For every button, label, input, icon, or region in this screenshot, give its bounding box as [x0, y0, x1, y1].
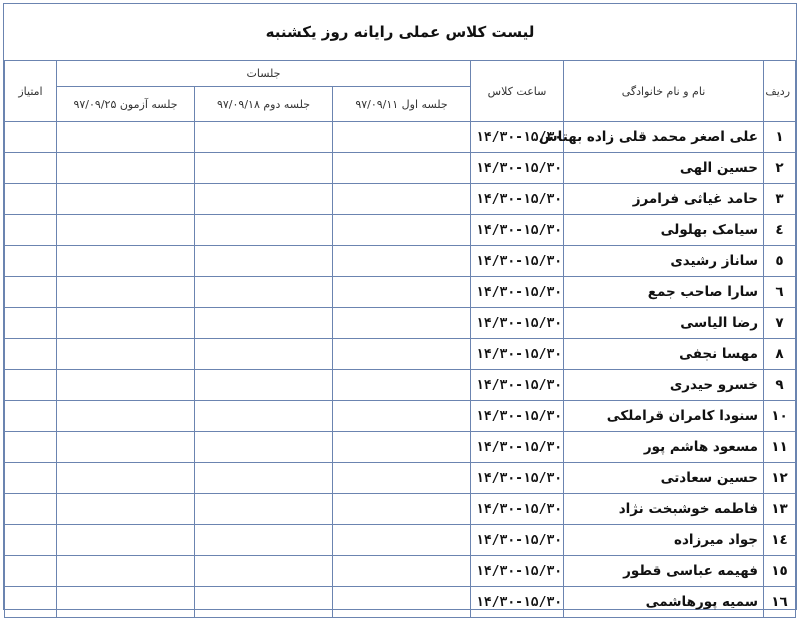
exam-session-cell[interactable]	[57, 246, 195, 277]
table-row	[5, 587, 796, 618]
row-number-cell: ۲	[764, 153, 796, 184]
session-1-cell[interactable]	[333, 401, 471, 432]
table-body	[5, 122, 796, 618]
session-1-cell[interactable]	[333, 556, 471, 587]
session-2-cell[interactable]	[195, 122, 333, 153]
table-row	[5, 463, 796, 494]
exam-session-cell[interactable]	[57, 184, 195, 215]
header-sessions: جلسات	[57, 61, 471, 87]
score-cell[interactable]	[5, 556, 57, 587]
student-name-cell: مهسا نجفی	[564, 339, 764, 370]
class-time-cell: ۱۴/۳۰-۱۵/۳۰	[471, 308, 564, 339]
row-number-cell: ۱۰	[764, 401, 796, 432]
session-1-cell[interactable]	[333, 153, 471, 184]
session-2-cell[interactable]	[195, 308, 333, 339]
student-name-cell: ساناز رشیدی	[564, 246, 764, 277]
table-row	[5, 556, 796, 587]
class-time-cell: ۱۴/۳۰-۱۵/۳۰	[471, 401, 564, 432]
row-number-cell: ٦	[764, 277, 796, 308]
class-time-cell: ۱۴/۳۰-۱۵/۳۰	[471, 215, 564, 246]
header-row-number: ردیف	[764, 61, 796, 122]
exam-session-cell[interactable]	[57, 587, 195, 618]
class-time-cell: ۱۴/۳۰-۱۵/۳۰	[471, 277, 564, 308]
class-time-cell: ۱۴/۳۰-۱۵/۳۰	[471, 463, 564, 494]
table-row	[5, 432, 796, 463]
student-name-cell: فهیمه عباسی قطور	[564, 556, 764, 587]
class-time-cell: ۱۴/۳۰-۱۵/۳۰	[471, 432, 564, 463]
row-number-cell: ۱٥	[764, 556, 796, 587]
session-1-cell[interactable]	[333, 432, 471, 463]
exam-session-cell[interactable]	[57, 401, 195, 432]
table-row	[5, 215, 796, 246]
score-cell[interactable]	[5, 370, 57, 401]
student-name-cell: سارا صاحب جمع	[564, 277, 764, 308]
table-row	[5, 494, 796, 525]
score-cell[interactable]	[5, 401, 57, 432]
exam-session-cell[interactable]	[57, 370, 195, 401]
class-time-cell: ۱۴/۳۰-۱۵/۳۰	[471, 370, 564, 401]
table-row	[5, 246, 796, 277]
exam-session-cell[interactable]	[57, 463, 195, 494]
table-row	[5, 184, 796, 215]
class-time-cell: ۱۴/۳۰-۱۵/۳۰	[471, 153, 564, 184]
class-time-cell: ۱۴/۳۰-۱۵/۳۰	[471, 246, 564, 277]
session-2-cell[interactable]	[195, 494, 333, 525]
session-2-cell[interactable]	[195, 587, 333, 618]
session-2-cell[interactable]	[195, 556, 333, 587]
exam-session-cell[interactable]	[57, 494, 195, 525]
session-1-cell[interactable]	[333, 463, 471, 494]
score-cell[interactable]	[5, 587, 57, 618]
exam-session-cell[interactable]	[57, 215, 195, 246]
header-time: ساعت کلاس	[471, 61, 564, 122]
table-row	[5, 277, 796, 308]
table-row	[5, 370, 796, 401]
session-1-cell[interactable]	[333, 277, 471, 308]
row-number-cell: ۱۳	[764, 494, 796, 525]
session-2-cell[interactable]	[195, 525, 333, 556]
student-name-cell: علی اصغر محمد قلی زاده بهتاش	[564, 122, 764, 153]
header-session-1: جلسه اول ۹۷/۰۹/۱۱	[333, 87, 471, 122]
class-time-cell: ۱۴/۳۰-۱۵/۳۰	[471, 587, 564, 618]
header-exam-session: جلسه آزمون ۹۷/۰۹/۲۵	[57, 87, 195, 122]
table-row	[5, 153, 796, 184]
score-cell[interactable]	[5, 122, 57, 153]
score-cell[interactable]	[5, 246, 57, 277]
student-name-cell: فاطمه خوشبخت نژاد	[564, 494, 764, 525]
session-1-cell[interactable]	[333, 494, 471, 525]
row-number-cell: ۸	[764, 339, 796, 370]
exam-session-cell[interactable]	[57, 122, 195, 153]
score-cell[interactable]	[5, 215, 57, 246]
class-time-cell: ۱۴/۳۰-۱۵/۳۰	[471, 525, 564, 556]
row-number-cell: ۱۱	[764, 432, 796, 463]
student-name-cell: رضا الیاسی	[564, 308, 764, 339]
exam-session-cell[interactable]	[57, 556, 195, 587]
class-time-cell: ۱۴/۳۰-۱۵/۳۰	[471, 122, 564, 153]
session-2-cell[interactable]	[195, 339, 333, 370]
session-1-cell[interactable]	[333, 339, 471, 370]
exam-session-cell[interactable]	[57, 277, 195, 308]
session-2-cell[interactable]	[195, 401, 333, 432]
row-number-cell: ٤	[764, 215, 796, 246]
score-cell[interactable]	[5, 463, 57, 494]
student-name-cell: حسین سعادتی	[564, 463, 764, 494]
session-2-cell[interactable]	[195, 370, 333, 401]
session-1-cell[interactable]	[333, 122, 471, 153]
session-2-cell[interactable]	[195, 277, 333, 308]
session-2-cell[interactable]	[195, 153, 333, 184]
score-cell[interactable]	[5, 525, 57, 556]
student-name-cell: حامد غیاثی فرامرز	[564, 184, 764, 215]
header-score: امتیاز	[5, 61, 57, 122]
score-cell[interactable]	[5, 184, 57, 215]
exam-session-cell[interactable]	[57, 308, 195, 339]
session-2-cell[interactable]	[195, 215, 333, 246]
session-1-cell[interactable]	[333, 308, 471, 339]
student-name-cell: جواد میرزاده	[564, 525, 764, 556]
session-2-cell[interactable]	[195, 184, 333, 215]
session-1-cell[interactable]	[333, 184, 471, 215]
table-row	[5, 308, 796, 339]
score-cell[interactable]	[5, 432, 57, 463]
attendance-table	[4, 60, 796, 618]
score-cell[interactable]	[5, 308, 57, 339]
class-time-cell: ۱۴/۳۰-۱۵/۳۰	[471, 184, 564, 215]
header-name: نام و نام خانوادگی	[564, 61, 764, 122]
session-1-cell[interactable]	[333, 246, 471, 277]
exam-session-cell[interactable]	[57, 153, 195, 184]
session-2-cell[interactable]	[195, 463, 333, 494]
session-1-cell[interactable]	[333, 587, 471, 618]
score-cell[interactable]	[5, 153, 57, 184]
row-number-cell: ۹	[764, 370, 796, 401]
score-cell[interactable]	[5, 277, 57, 308]
class-time-cell: ۱۴/۳۰-۱۵/۳۰	[471, 339, 564, 370]
student-name-cell: سیامک بهلولی	[564, 215, 764, 246]
row-number-cell: ۷	[764, 308, 796, 339]
table-row	[5, 339, 796, 370]
row-number-cell: ٥	[764, 246, 796, 277]
session-2-cell[interactable]	[195, 246, 333, 277]
row-number-cell: ۱	[764, 122, 796, 153]
attendance-sheet	[3, 3, 797, 610]
table-row	[5, 401, 796, 432]
class-time-cell: ۱۴/۳۰-۱۵/۳۰	[471, 556, 564, 587]
table-row	[5, 122, 796, 153]
exam-session-cell[interactable]	[57, 339, 195, 370]
header-session-2: جلسه دوم ۹۷/۰۹/۱۸	[195, 87, 333, 122]
row-number-cell: ۳	[764, 184, 796, 215]
sheet-title: لیست کلاس عملی رایانه روز یکشنبه	[4, 4, 796, 61]
exam-session-cell[interactable]	[57, 432, 195, 463]
session-1-cell[interactable]	[333, 370, 471, 401]
session-2-cell[interactable]	[195, 432, 333, 463]
student-name-cell: خسرو حیدری	[564, 370, 764, 401]
session-1-cell[interactable]	[333, 525, 471, 556]
exam-session-cell[interactable]	[57, 525, 195, 556]
score-cell[interactable]	[5, 339, 57, 370]
student-name-cell: سنودا کامران قراملکی	[564, 401, 764, 432]
row-number-cell: ۱٤	[764, 525, 796, 556]
student-name-cell: سمیه پورهاشمی	[564, 587, 764, 618]
student-name-cell: حسین الهی	[564, 153, 764, 184]
student-name-cell: مسعود هاشم پور	[564, 432, 764, 463]
table-row	[5, 525, 796, 556]
row-number-cell: ۱۲	[764, 463, 796, 494]
class-time-cell: ۱۴/۳۰-۱۵/۳۰	[471, 494, 564, 525]
session-1-cell[interactable]	[333, 215, 471, 246]
score-cell[interactable]	[5, 494, 57, 525]
row-number-cell: ۱٦	[764, 587, 796, 618]
